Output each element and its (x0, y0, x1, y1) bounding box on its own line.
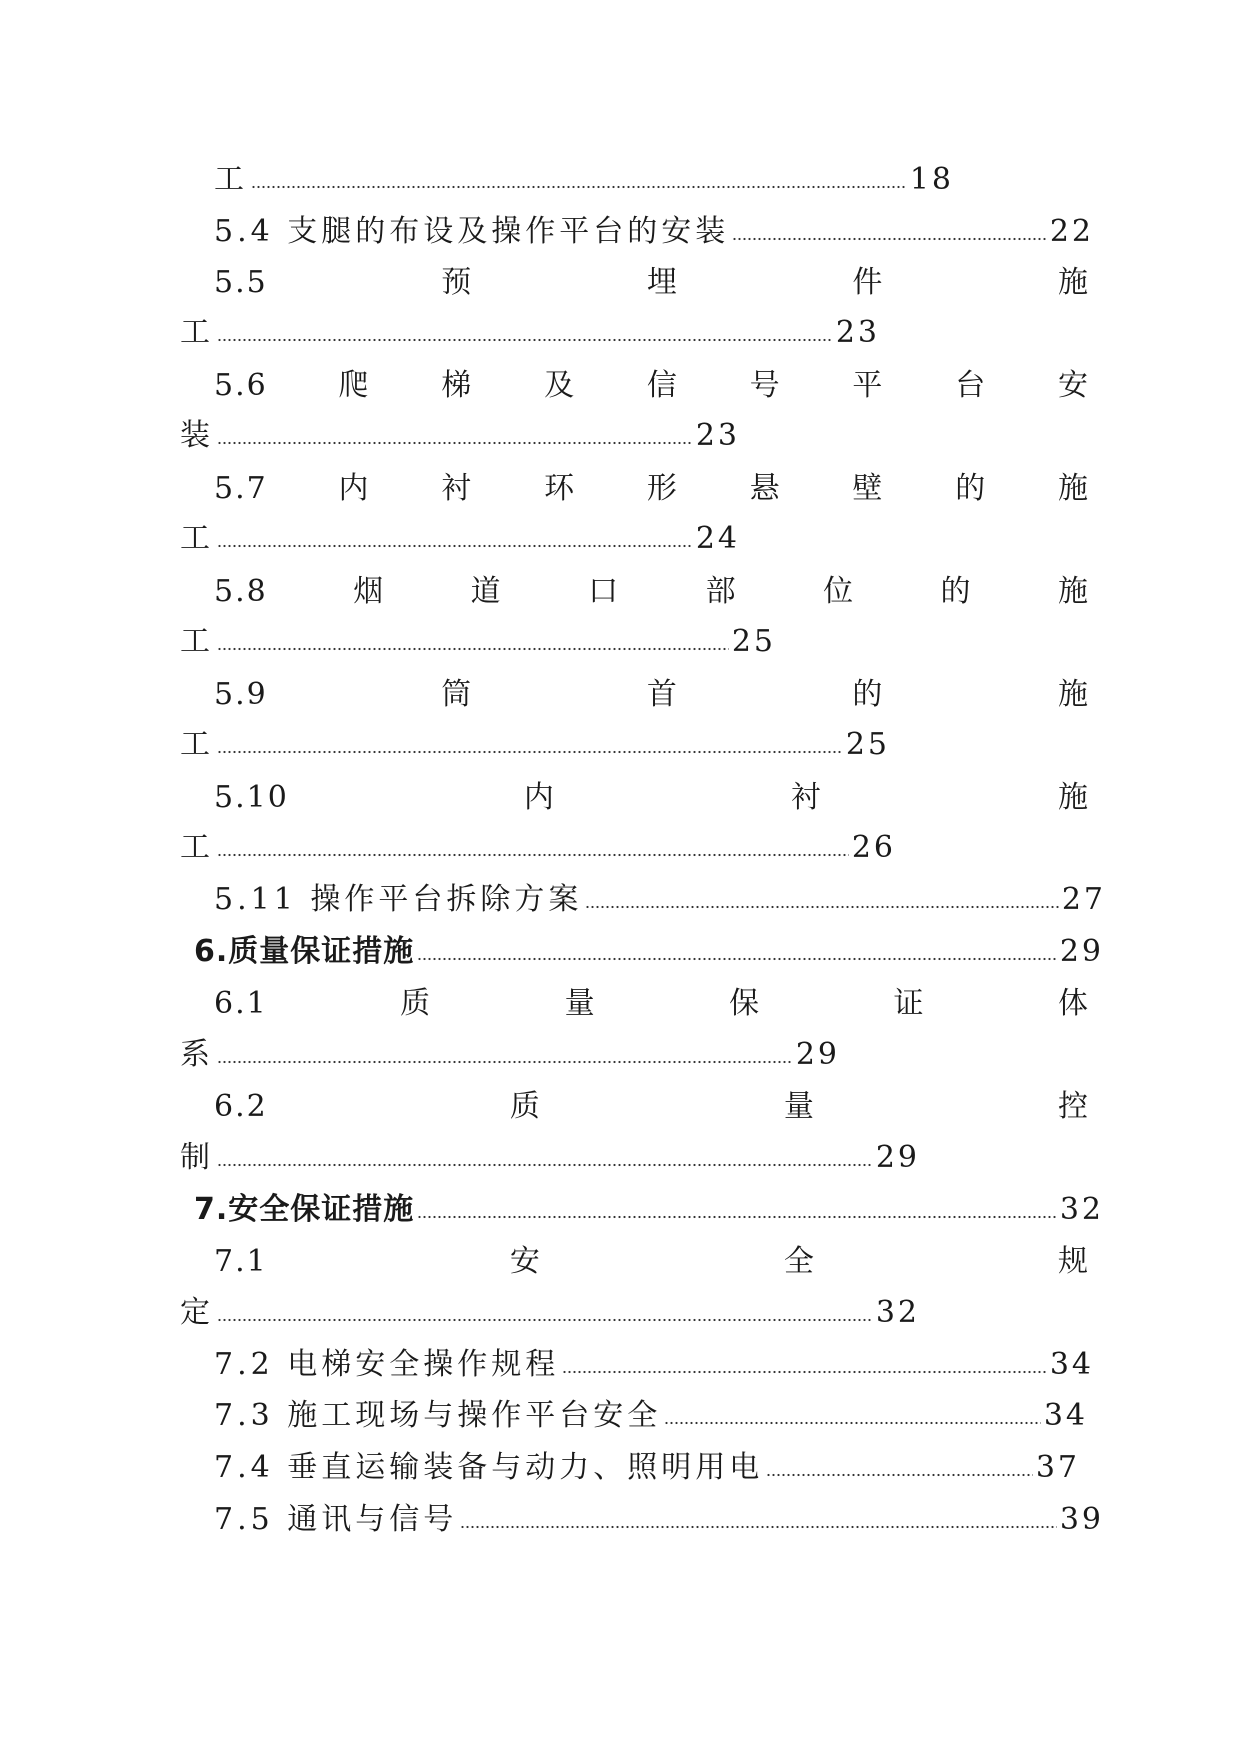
toc-line-continuation (180, 410, 740, 462)
toc-section-title: 7.安全保证措施 (194, 1192, 415, 1227)
dot-leader (217, 544, 693, 548)
toc-entry-5-6[interactable] (214, 360, 1090, 412)
dot-leader (217, 338, 833, 342)
toc-fragment: 环 (544, 471, 577, 506)
toc-line-continuation (180, 307, 880, 359)
toc-page-number: 34 (1043, 1398, 1088, 1433)
toc-line-text: 工 (180, 624, 214, 659)
toc-entry-7-3[interactable] (214, 1390, 1088, 1442)
toc-fragment: 5.7 (214, 471, 268, 506)
toc-line-text: 工 (180, 315, 214, 350)
toc-fragment: 筒 (441, 677, 474, 712)
toc-page-number: 25 (845, 727, 890, 762)
toc-page-number: 29 (795, 1037, 840, 1072)
toc-fragment: 及 (544, 368, 577, 403)
toc-page-number: 22 (1049, 214, 1094, 249)
toc-fragment: 件 (852, 265, 885, 300)
toc-line-continuation (180, 513, 740, 565)
toc-line-text: 工 (214, 162, 248, 197)
toc-entry-6-1[interactable] (214, 978, 1090, 1030)
toc-fragment: 衬 (441, 471, 474, 506)
toc-line-text: 工 (180, 830, 214, 865)
toc-fragment: 平 (852, 368, 885, 403)
toc-fragment: 位 (823, 574, 856, 609)
toc-fragment: 预 (441, 265, 474, 300)
toc-fragment: 施 (1057, 471, 1090, 506)
toc-fragment: 施 (1057, 780, 1090, 815)
toc-page-number: 23 (835, 315, 880, 350)
toc-fragment: 5.9 (214, 677, 268, 712)
toc-line-continuation (180, 822, 896, 874)
dot-leader (766, 1473, 1033, 1477)
toc-entry-title: 7.2 电梯安全操作规程 (214, 1347, 560, 1382)
toc-line-continuation (214, 154, 954, 206)
dot-leader (562, 1370, 1047, 1374)
toc-fragment: 的 (852, 677, 885, 712)
toc-fragment: 部 (705, 574, 738, 609)
toc-entry-5-9[interactable] (214, 669, 1090, 721)
toc-page-number: 29 (875, 1140, 920, 1175)
toc-fragment: 梯 (441, 368, 474, 403)
toc-fragment: 保 (729, 986, 762, 1021)
toc-line-continuation (180, 1029, 840, 1081)
toc-fragment: 内 (523, 780, 556, 815)
toc-line-continuation (180, 616, 776, 668)
toc-entry-5-7[interactable] (214, 463, 1090, 515)
toc-section-6[interactable] (194, 926, 1104, 978)
dot-leader (217, 853, 849, 857)
toc-fragment: 信 (646, 368, 679, 403)
toc-line-continuation (180, 719, 890, 771)
toc-fragment: 6.1 (214, 986, 268, 1021)
toc-page-number: 32 (1059, 1192, 1104, 1227)
toc-page-number: 37 (1035, 1450, 1080, 1485)
toc-line-text: 制 (180, 1140, 214, 1175)
toc-page-number: 39 (1059, 1502, 1104, 1537)
toc-fragment: 规 (1058, 1244, 1090, 1279)
dot-leader (664, 1421, 1041, 1425)
dot-leader (217, 1318, 873, 1322)
dot-leader (417, 957, 1057, 961)
toc-fragment: 控 (1058, 1089, 1090, 1124)
toc-entry-title: 7.4 垂直运输装备与动力、照明用电 (214, 1450, 764, 1485)
toc-fragment: 5.8 (214, 574, 268, 609)
toc-fragment: 烟 (353, 574, 386, 609)
toc-fragment: 首 (646, 677, 679, 712)
toc-fragment: 台 (955, 368, 988, 403)
dot-leader (217, 1060, 793, 1064)
toc-fragment: 衬 (790, 780, 823, 815)
toc-fragment: 施 (1057, 265, 1090, 300)
toc-fragment: 5.10 (214, 780, 289, 815)
toc-section-title: 6.质量保证措施 (194, 934, 415, 969)
toc-entry-5-8[interactable] (214, 566, 1090, 618)
toc-line-text: 定 (180, 1295, 214, 1330)
toc-entry-5-10[interactable] (214, 772, 1090, 824)
toc-fragment: 的 (955, 471, 988, 506)
toc-entry-7-5[interactable] (214, 1494, 1104, 1546)
toc-fragment: 体 (1057, 986, 1090, 1021)
toc-line-continuation (180, 1287, 920, 1339)
toc-page-number: 27 (1061, 882, 1106, 917)
toc-page-number: 25 (731, 624, 776, 659)
toc-fragment: 质 (509, 1089, 542, 1124)
toc-entry-title: 7.3 施工现场与操作平台安全 (214, 1398, 662, 1433)
toc-fragment: 安 (1057, 368, 1090, 403)
toc-page-number: 32 (875, 1295, 920, 1330)
toc-fragment: 施 (1058, 574, 1090, 609)
toc-fragment: 道 (470, 574, 503, 609)
toc-fragment: 施 (1057, 677, 1090, 712)
toc-fragment: 全 (783, 1244, 816, 1279)
dot-leader (417, 1215, 1057, 1219)
toc-fragment: 形 (646, 471, 679, 506)
toc-fragment: 悬 (749, 471, 782, 506)
toc-entry-5-4[interactable] (214, 206, 1094, 258)
toc-fragment: 证 (893, 986, 926, 1021)
toc-page-number: 18 (909, 162, 954, 197)
toc-entry-7-1[interactable] (214, 1236, 1090, 1288)
dot-leader (251, 185, 907, 189)
toc-entry-title: 5.11 操作平台拆除方案 (214, 882, 583, 917)
toc-entry-5-11[interactable] (214, 874, 1106, 926)
toc-fragment: 爬 (338, 368, 371, 403)
toc-fragment: 安 (509, 1244, 542, 1279)
dot-leader (585, 905, 1058, 909)
toc-fragment: 埋 (646, 265, 679, 300)
toc-entry-7-4[interactable] (214, 1442, 1080, 1494)
toc-section-7[interactable] (194, 1184, 1104, 1236)
toc-fragment: 5.6 (214, 368, 268, 403)
dot-leader (732, 237, 1047, 241)
toc-entry-title: 7.5 通讯与信号 (214, 1502, 458, 1537)
dot-leader (217, 1163, 873, 1167)
toc-fragment: 内 (338, 471, 371, 506)
toc-line-text: 工 (180, 727, 214, 762)
toc-fragment: 的 (940, 574, 973, 609)
toc-page-number: 29 (1059, 934, 1104, 969)
toc-line-continuation (180, 1132, 920, 1184)
dot-leader (217, 750, 843, 754)
toc-entry-title: 5.4 支腿的布设及操作平台的安装 (214, 214, 730, 249)
toc-fragment: 壁 (852, 471, 885, 506)
dot-leader (217, 441, 693, 445)
toc-line-text: 系 (180, 1037, 214, 1072)
toc-fragment: 量 (564, 986, 597, 1021)
toc-page-number: 26 (851, 830, 896, 865)
toc-page-number: 24 (695, 521, 740, 556)
toc-line-text: 工 (180, 521, 214, 556)
toc-fragment: 量 (783, 1089, 816, 1124)
toc-fragment: 5.5 (214, 265, 268, 300)
toc-fragment: 7.1 (214, 1244, 268, 1279)
toc-fragment: 6.2 (214, 1089, 268, 1124)
toc-entry-7-2[interactable] (214, 1339, 1094, 1391)
toc-fragment: 口 (588, 574, 621, 609)
dot-leader (460, 1525, 1057, 1529)
toc-entry-6-2[interactable] (214, 1081, 1090, 1133)
toc-fragment: 质 (400, 986, 433, 1021)
toc-entry-5-5[interactable] (214, 257, 1090, 309)
toc-page-number: 23 (695, 418, 740, 453)
dot-leader (217, 647, 729, 651)
toc-fragment: 号 (749, 368, 782, 403)
toc-line-text: 装 (180, 418, 214, 453)
toc-page-number: 34 (1049, 1347, 1094, 1382)
